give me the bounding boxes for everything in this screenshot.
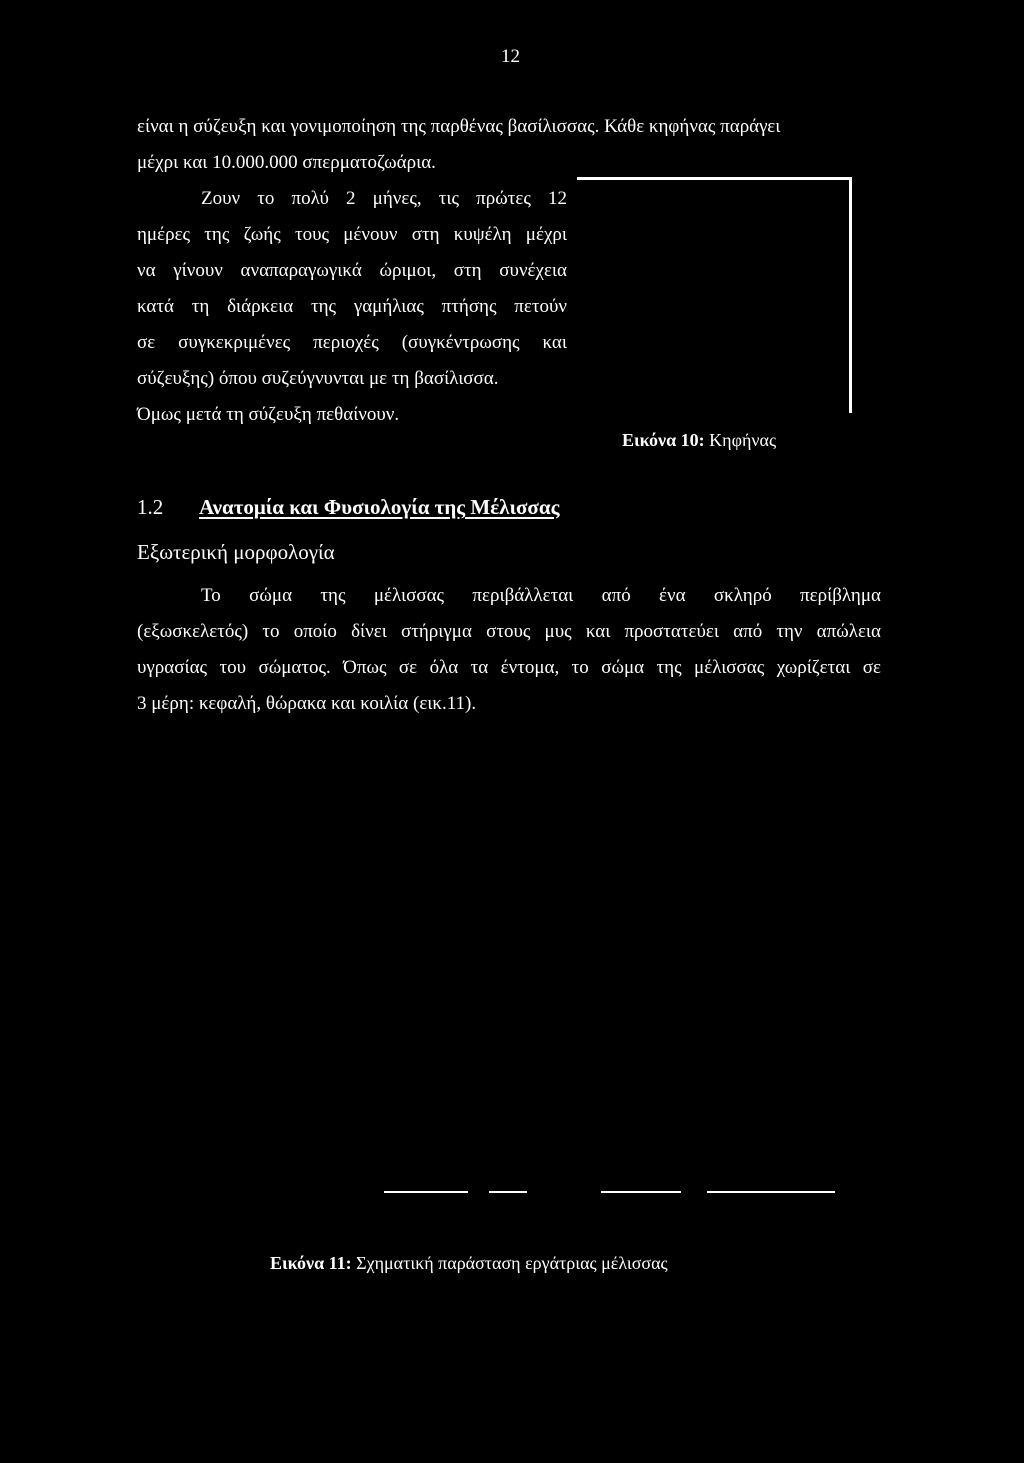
- drone-line: να γίνουν αναπαραγωγικά ώριμοι, στη συνέχεια: [137, 260, 567, 281]
- intro-line-2: μέχρι και 10.000.000 σπερματοζωάρια.: [137, 152, 436, 173]
- drone-line: σε συγκεκριμένες περιοχές (συγκέντρωσης και: [137, 332, 567, 353]
- body-line: Το σώμα της μέλισσας περιβάλλεται από ένα σκληρό περίβλημα: [201, 585, 881, 606]
- figure-11-text: Σχηματική παράσταση εργάτριας μέλισσας: [356, 1253, 668, 1273]
- body-line: (εξωσκελετός) το οποίο δίνει στήριγμα στους μυς και προστατεύει από την απώλεια: [137, 621, 881, 642]
- figure-10-frame: [577, 177, 852, 413]
- intro-line-1: είναι η σύζευξη και γονιμοποίηση της παρθένας βασίλισσας. Κάθε κηφήνας παράγει: [137, 116, 781, 137]
- drone-line: Όμως μετά τη σύζευξη πεθαίνουν.: [137, 404, 400, 425]
- figure-11-label: Εικόνα 11:: [270, 1253, 352, 1273]
- subheading: Εξωτερική μορφολογία: [137, 540, 335, 564]
- figure-11-line: [384, 1191, 468, 1193]
- figure-10-label: Εικόνα 10:: [622, 430, 705, 450]
- drone-line: σύζευξης) όπου συζεύγνυνται με τη βασίλισσα.: [137, 368, 499, 389]
- figure-10-frame-right-border: [849, 177, 852, 413]
- figure-11-line: [707, 1191, 835, 1193]
- section-heading: [137, 495, 559, 520]
- drone-line: Ζουν το πολύ 2 μήνες, τις πρώτες 12: [201, 188, 567, 209]
- figure-10-frame-top-border: [577, 177, 852, 180]
- body-line: 3 μέρη: κεφαλή, θώρακα και κοιλία (εικ.11).: [137, 693, 477, 714]
- body-line: υγρασίας του σώματος. Όπως σε όλα τα έντομα, το σώμα της μέλισσας χωρίζεται σε: [137, 657, 881, 678]
- drone-line: ημέρες της ζωής τους μένουν στη κυψέλη μέχρι: [137, 224, 567, 245]
- figure-10-caption: [622, 430, 776, 451]
- page-number: 12: [501, 46, 520, 67]
- section-number: 1.2: [137, 495, 164, 519]
- figure-10-text: Κηφήνας: [709, 430, 777, 450]
- drone-line: κατά τη διάρκεια της γαμήλιας πτήσης πετούν: [137, 296, 567, 317]
- section-title: Ανατομία και Φυσιολογία της Μέλισσας: [199, 495, 560, 519]
- figure-11-line: [489, 1191, 527, 1193]
- figure-11-caption: [270, 1253, 668, 1274]
- figure-11-line: [601, 1191, 681, 1193]
